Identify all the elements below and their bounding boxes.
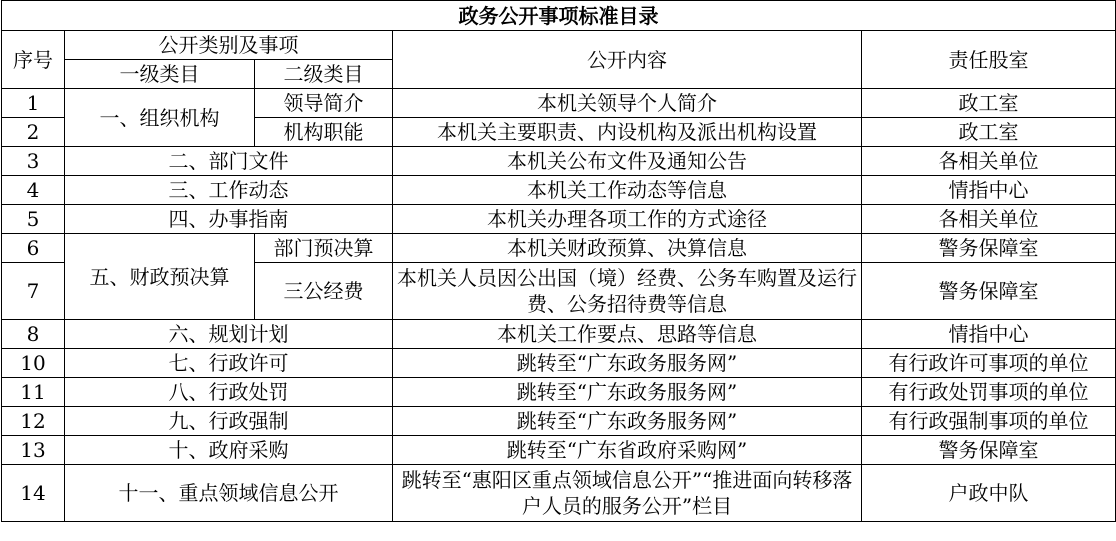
cell-department: 警务保障室 (862, 234, 1116, 263)
catalog-table (1, 0, 1116, 522)
cell-content: 本机关领导个人简介 (393, 89, 862, 118)
cell-level1: 十一、重点领域信息公开 (65, 465, 393, 522)
cell-level1: 五、财政预决算 (65, 234, 255, 320)
header-content: 公开内容 (393, 31, 862, 89)
cell-level1: 六、规划计划 (65, 320, 393, 349)
cell-content: 跳转至“广东省政府采购网” (393, 436, 862, 465)
cell-content: 本机关工作要点、思路等信息 (393, 320, 862, 349)
cell-level1: 七、行政许可 (65, 349, 393, 378)
cell-seq: 7 (2, 263, 65, 320)
cell-department: 警务保障室 (862, 263, 1116, 320)
cell-department: 情指中心 (862, 320, 1116, 349)
table-row (2, 89, 1116, 118)
table-row (2, 436, 1116, 465)
cell-seq: 3 (2, 147, 65, 176)
cell-seq: 12 (2, 407, 65, 436)
cell-seq: 8 (2, 320, 65, 349)
cell-seq: 1 (2, 89, 65, 118)
header-category-group: 公开类别及事项 (65, 31, 393, 60)
table-row (2, 147, 1116, 176)
title-row (2, 1, 1116, 31)
cell-level1: 二、部门文件 (65, 147, 393, 176)
cell-content: 本机关公布文件及通知公告 (393, 147, 862, 176)
table-row (2, 378, 1116, 407)
cell-department: 警务保障室 (862, 436, 1116, 465)
cell-content: 本机关办理各项工作的方式途径 (393, 205, 862, 234)
table-row (2, 349, 1116, 378)
cell-department: 有行政许可事项的单位 (862, 349, 1116, 378)
cell-seq: 4 (2, 176, 65, 205)
header-seq: 序号 (2, 31, 65, 89)
header-department: 责任股室 (862, 31, 1116, 89)
table-row (2, 407, 1116, 436)
cell-level1: 一、组织机构 (65, 89, 255, 147)
cell-content: 跳转至“广东政务服务网” (393, 407, 862, 436)
cell-seq: 13 (2, 436, 65, 465)
cell-seq: 6 (2, 234, 65, 263)
cell-level2: 部门预决算 (255, 234, 393, 263)
table-row (2, 176, 1116, 205)
table-title: 政务公开事项标准目录 (2, 1, 1116, 31)
cell-content: 本机关人员因公出国（境）经费、公务车购置及运行费、公务招待费等信息 (393, 263, 862, 320)
cell-level1: 八、行政处罚 (65, 378, 393, 407)
table-row (2, 205, 1116, 234)
cell-seq: 2 (2, 118, 65, 147)
header-level2: 二级类目 (255, 60, 393, 89)
cell-level1: 九、行政强制 (65, 407, 393, 436)
cell-level2: 领导简介 (255, 89, 393, 118)
cell-seq: 14 (2, 465, 65, 522)
cell-level1: 十、政府采购 (65, 436, 393, 465)
table-row (2, 234, 1116, 263)
cell-department: 各相关单位 (862, 205, 1116, 234)
cell-department: 有行政强制事项的单位 (862, 407, 1116, 436)
table-row (2, 465, 1116, 522)
cell-level1: 四、办事指南 (65, 205, 393, 234)
cell-level2: 三公经费 (255, 263, 393, 320)
cell-level1: 三、工作动态 (65, 176, 393, 205)
cell-content: 本机关工作动态等信息 (393, 176, 862, 205)
cell-department: 有行政处罚事项的单位 (862, 378, 1116, 407)
cell-seq: 5 (2, 205, 65, 234)
cell-content: 本机关主要职责、内设机构及派出机构设置 (393, 118, 862, 147)
table-row (2, 320, 1116, 349)
cell-department: 政工室 (862, 118, 1116, 147)
cell-seq: 10 (2, 349, 65, 378)
cell-content: 跳转至“广东政务服务网” (393, 349, 862, 378)
cell-department: 各相关单位 (862, 147, 1116, 176)
cell-content: 跳转至“广东政务服务网” (393, 378, 862, 407)
cell-content: 本机关财政预算、决算信息 (393, 234, 862, 263)
cell-level2: 机构职能 (255, 118, 393, 147)
header-row (2, 31, 1116, 60)
cell-seq: 11 (2, 378, 65, 407)
cell-content: 跳转至“惠阳区重点领域信息公开”“推进面向转移落户人员的服务公开”栏目 (393, 465, 862, 522)
cell-department: 户政中队 (862, 465, 1116, 522)
header-level1: 一级类目 (65, 60, 255, 89)
cell-department: 政工室 (862, 89, 1116, 118)
cell-department: 情指中心 (862, 176, 1116, 205)
